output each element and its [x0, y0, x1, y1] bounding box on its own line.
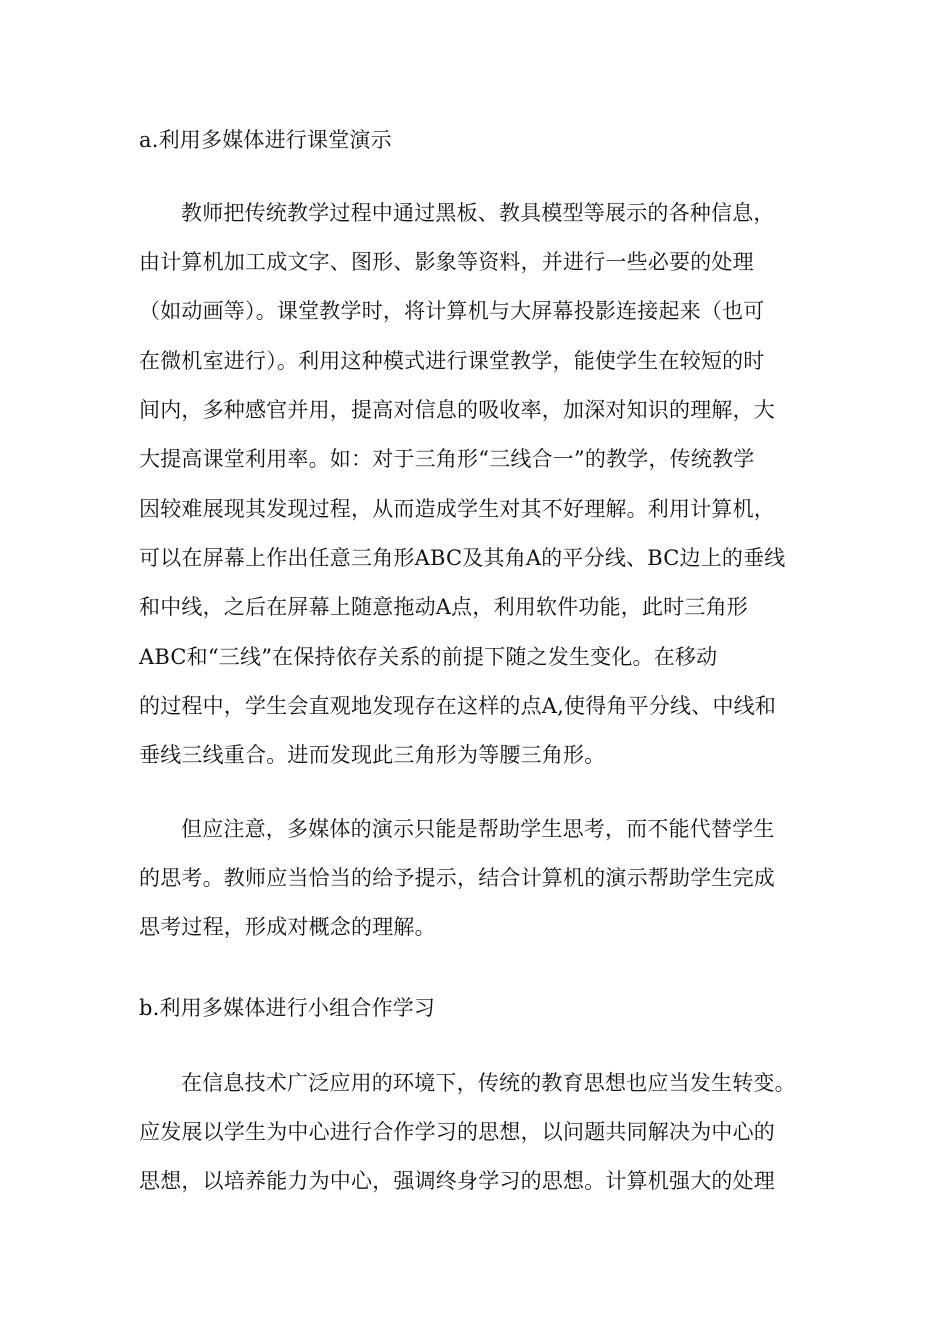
paragraph-line: 和中线，之后在屏幕上随意拖动A点，利用软件功能，此时三角形: [139, 595, 748, 619]
paragraph-line: 的过程中，学生会直观地发现存在这样的点A,使得角平分线、中线和: [139, 694, 777, 718]
section-heading-b: b.利用多媒体进行小组合作学习: [139, 996, 436, 1020]
paragraph-line: 垂线三线重合。进而发现此三角形为等腰三角形。: [139, 743, 606, 767]
paragraph-line: 因较难展现其发现过程，从而造成学生对其不好理解。利用计算机，: [139, 497, 775, 521]
paragraph-line: 间内，多种感官并用，提高对信息的吸收率，加深对知识的理解，大: [139, 398, 775, 422]
paragraph-line: 思考过程，形成对概念的理解。: [139, 915, 436, 939]
paragraph-line: 在微机室进行）。利用这种模式进行课堂教学，能使学生在较短的时: [139, 349, 765, 373]
paragraph-line: ABC和“三线”在保持依存关系的前提下随之发生变化。在移动: [139, 645, 718, 669]
paragraph-line: 在信息技术广泛应用的环境下，传统的教育思想也应当发生转变。: [181, 1071, 796, 1095]
paragraph-line: 可以在屏幕上作出任意三角形ABC及其角A的平分线、BC边上的垂线: [139, 546, 786, 570]
paragraph-line: 由计算机加工成文字、图形、影象等资料，并进行一些必要的处理: [139, 250, 754, 274]
paragraph-line: 大提高课堂利用率。如：对于三角形“三线合一”的教学，传统教学: [139, 447, 755, 471]
paragraph-line: 应发展以学生为中心进行合作学习的思想，以问题共同解决为中心的: [139, 1120, 775, 1144]
paragraph-line: 思想，以培养能力为中心，强调终身学习的思想。计算机强大的处理: [139, 1169, 775, 1193]
paragraph-line: 教师把传统教学过程中通过黑板、教具模型等展示的各种信息，: [181, 201, 775, 225]
paragraph-line: 的思考。教师应当恰当的给予提示，结合计算机的演示帮助学生完成: [139, 866, 775, 890]
paragraph-line: （如动画等）。课堂教学时，将计算机与大屏幕投影连接起来（也可: [139, 299, 765, 323]
section-heading-a: a.利用多媒体进行课堂演示: [139, 128, 392, 152]
paragraph-line: 但应注意，多媒体的演示只能是帮助学生思考，而不能代替学生: [181, 817, 775, 841]
